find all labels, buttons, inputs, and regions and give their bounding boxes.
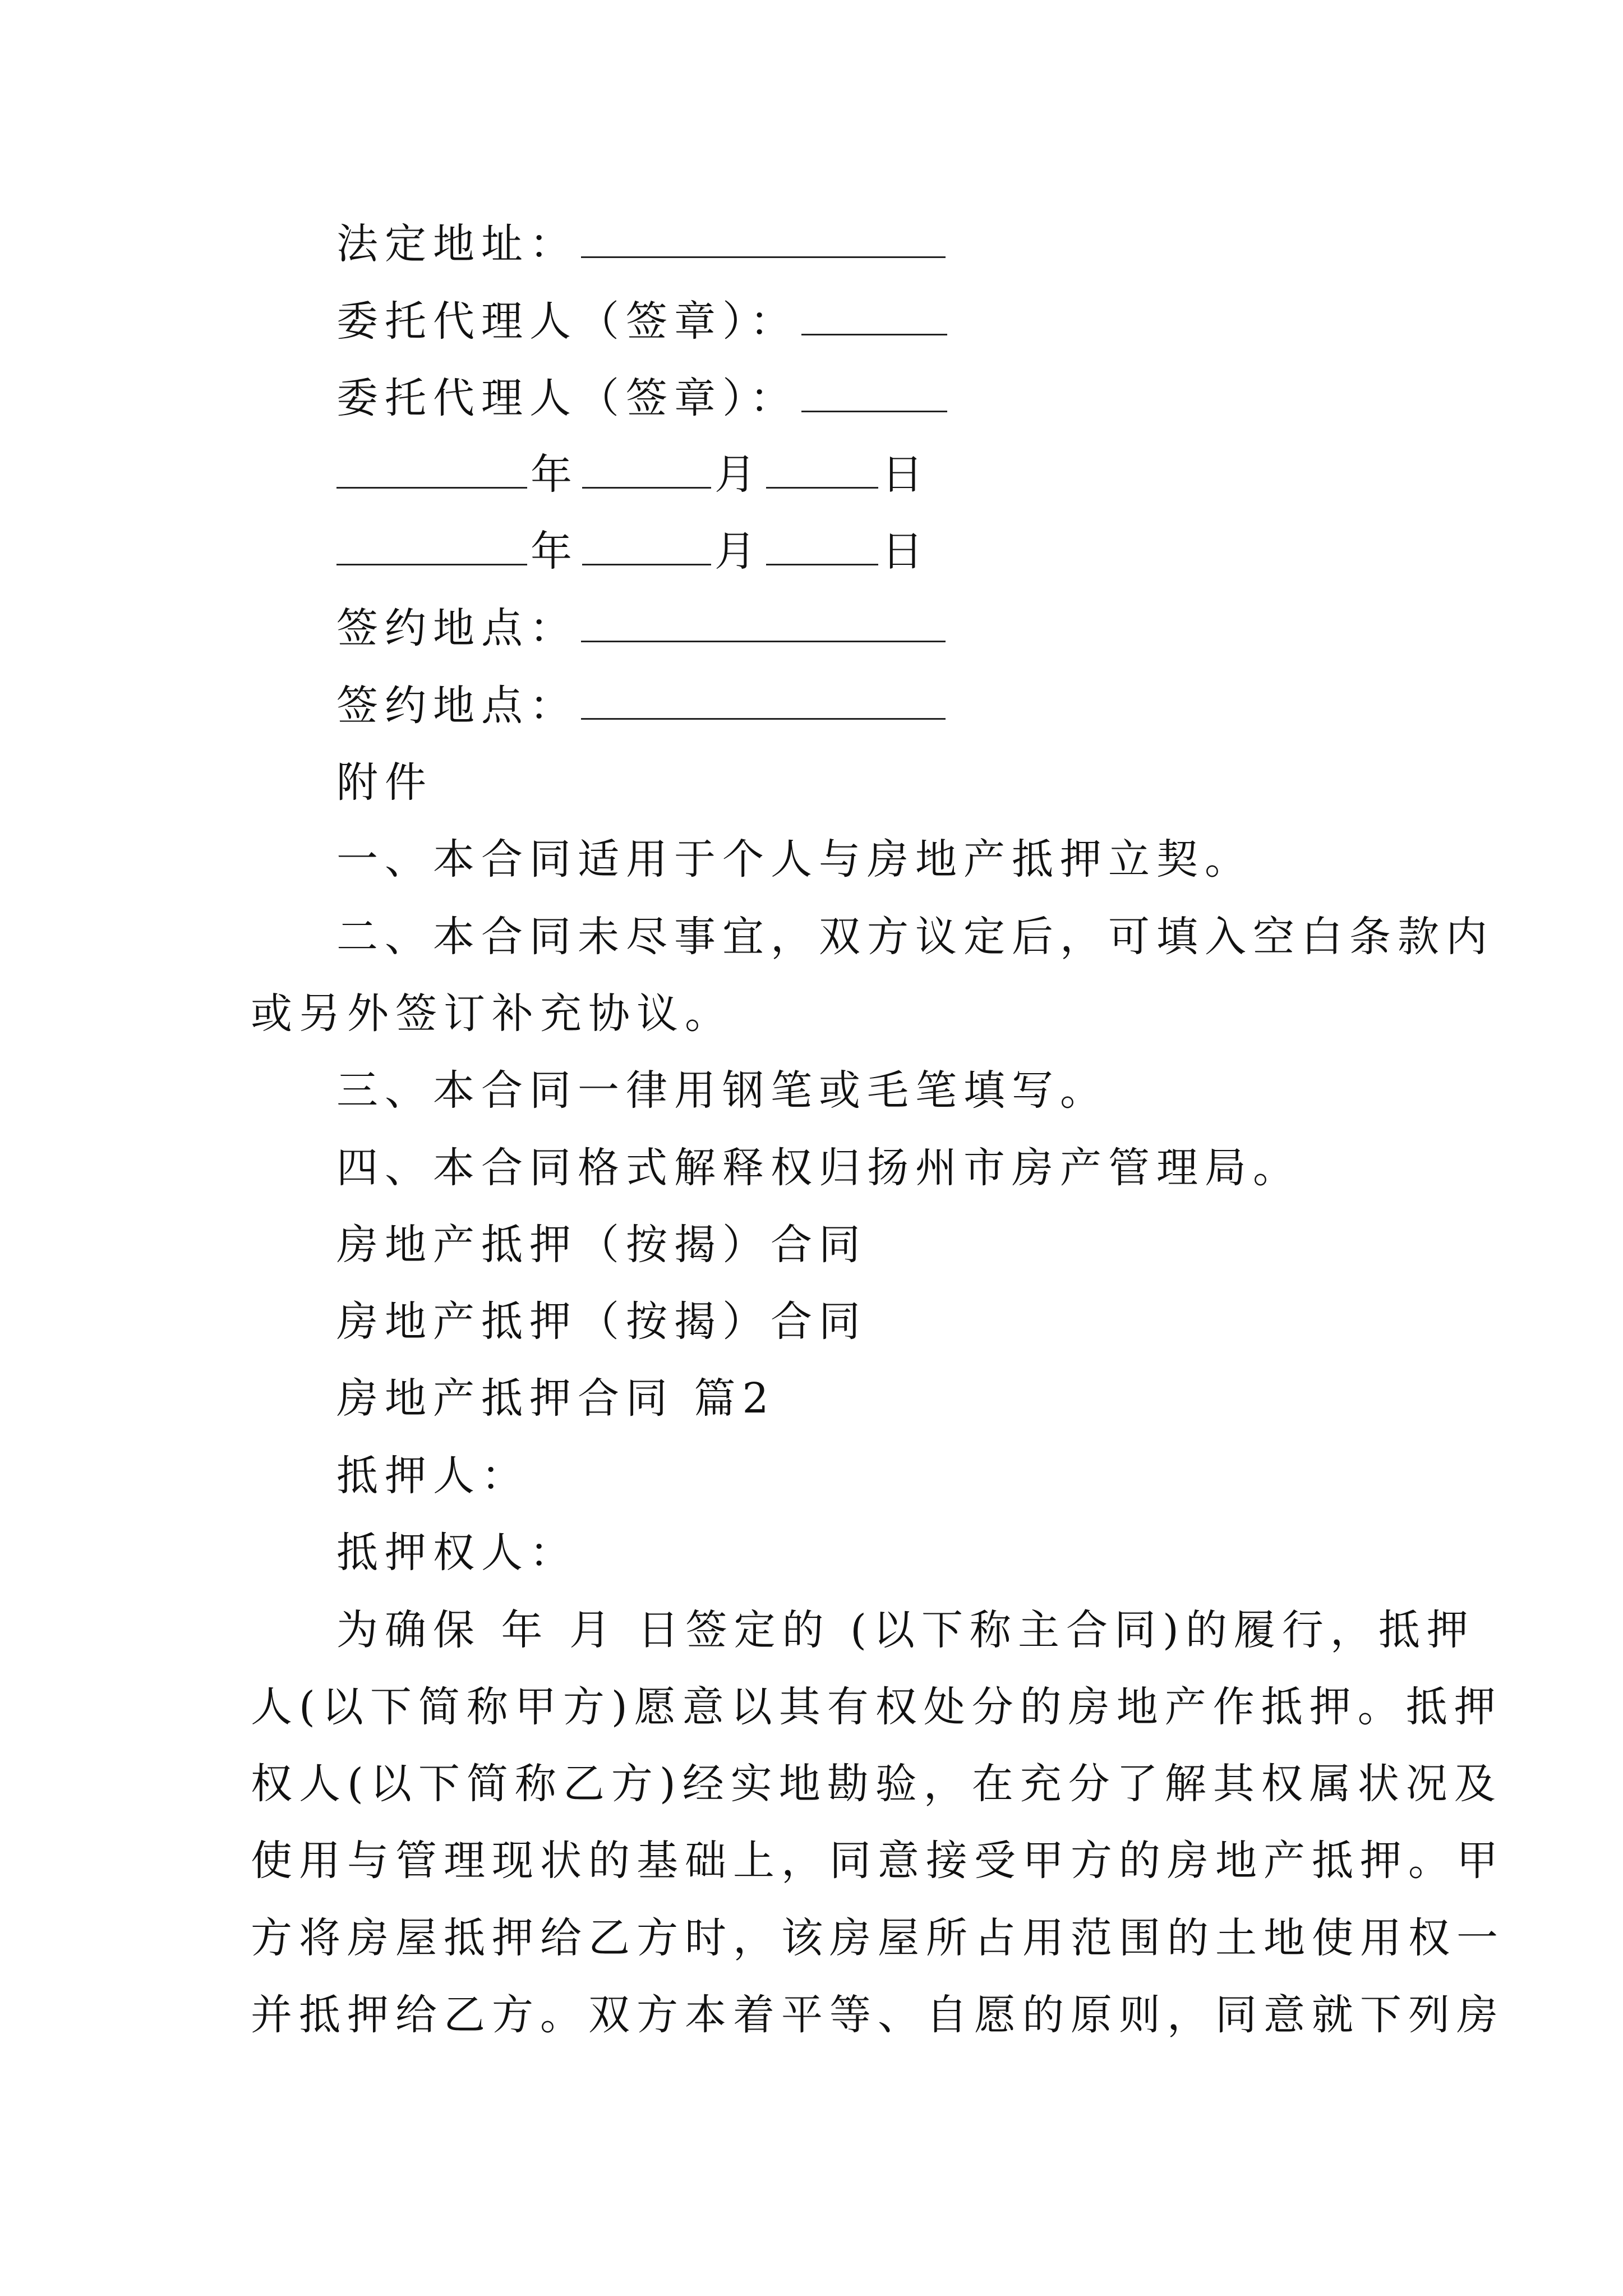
intro-line-1: 为确保 年 月 日签定的 (以下称主合同)的履行，抵押 (336, 1606, 1475, 1654)
sign-place-blank-1 (581, 606, 946, 642)
day-label-2: 日 (882, 527, 930, 576)
sign-place-label-1: 签约地点： (336, 604, 578, 652)
agent-label-2: 委托代理人（签章）： (336, 374, 798, 422)
agent-blank-2 (801, 376, 947, 412)
agent-row-2 (336, 370, 951, 426)
year-label-2: 年 (531, 527, 579, 576)
contract-title-repeat-2: 房地产抵押（按揭）合同 (336, 1297, 867, 1346)
year-blank-1 (336, 452, 527, 489)
agent-blank-1 (801, 299, 947, 335)
intro-line-5: 方将房屋抵押给乙方时，该房屋所占用范围的土地使用权一 (251, 1914, 1505, 1962)
day-blank-2 (766, 529, 878, 565)
appendix-item-3: 三、本合同一律用钢笔或毛笔填写。 (336, 1066, 1108, 1115)
month-label-2: 月 (714, 527, 763, 576)
year-blank-2 (336, 529, 527, 565)
sign-place-row-2 (336, 678, 949, 734)
month-label-1: 月 (714, 450, 763, 499)
day-blank-1 (766, 452, 878, 489)
appendix-item-2-line-1: 二、本合同未尽事宜，双方议定后，可填入空白条款内 (336, 913, 1494, 961)
legal-address-row (336, 216, 949, 272)
appendix-heading: 附件 (336, 758, 433, 807)
appendix-item-2-line-2: 或另外签订补充协议。 (251, 990, 733, 1038)
day-label-1: 日 (882, 450, 930, 499)
mortgagor-label: 抵押人： (336, 1452, 529, 1500)
intro-line-2: 人(以下简称甲方)愿意以其有权处分的房地产作抵押。抵押 (251, 1683, 1502, 1731)
legal-address-blank (581, 222, 946, 258)
sign-place-blank-2 (581, 683, 946, 720)
month-blank-1 (582, 452, 711, 489)
legal-address-label: 法定地址： (336, 220, 578, 268)
sign-place-label-2: 签约地点： (336, 682, 578, 730)
date-row-2 (336, 523, 930, 579)
sign-place-row-1 (336, 600, 949, 656)
date-row-1 (336, 447, 930, 503)
mortgagee-label: 抵押权人： (336, 1529, 578, 1577)
month-blank-2 (582, 529, 711, 565)
year-label-1: 年 (531, 450, 579, 499)
agent-row-1 (336, 293, 951, 349)
appendix-item-4: 四、本合同格式解释权归扬州市房产管理局。 (336, 1144, 1301, 1192)
intro-line-3: 权人(以下简称乙方)经实地勘验，在充分了解其权属状况及 (251, 1760, 1502, 1808)
contract-title-repeat-1: 房地产抵押（按揭）合同 (336, 1221, 867, 1269)
section-2-heading: 房地产抵押合同 篇2 (336, 1374, 776, 1423)
intro-line-6: 并抵押给乙方。双方本着平等、自愿的原则，同意就下列房 (251, 1991, 1505, 2039)
intro-line-4: 使用与管理现状的基础上，同意接受甲方的房地产抵押。甲 (251, 1837, 1505, 1885)
appendix-item-1: 一、本合同适用于个人与房地产抵押立契。 (336, 835, 1253, 884)
agent-label-1: 委托代理人（签章）： (336, 297, 798, 346)
